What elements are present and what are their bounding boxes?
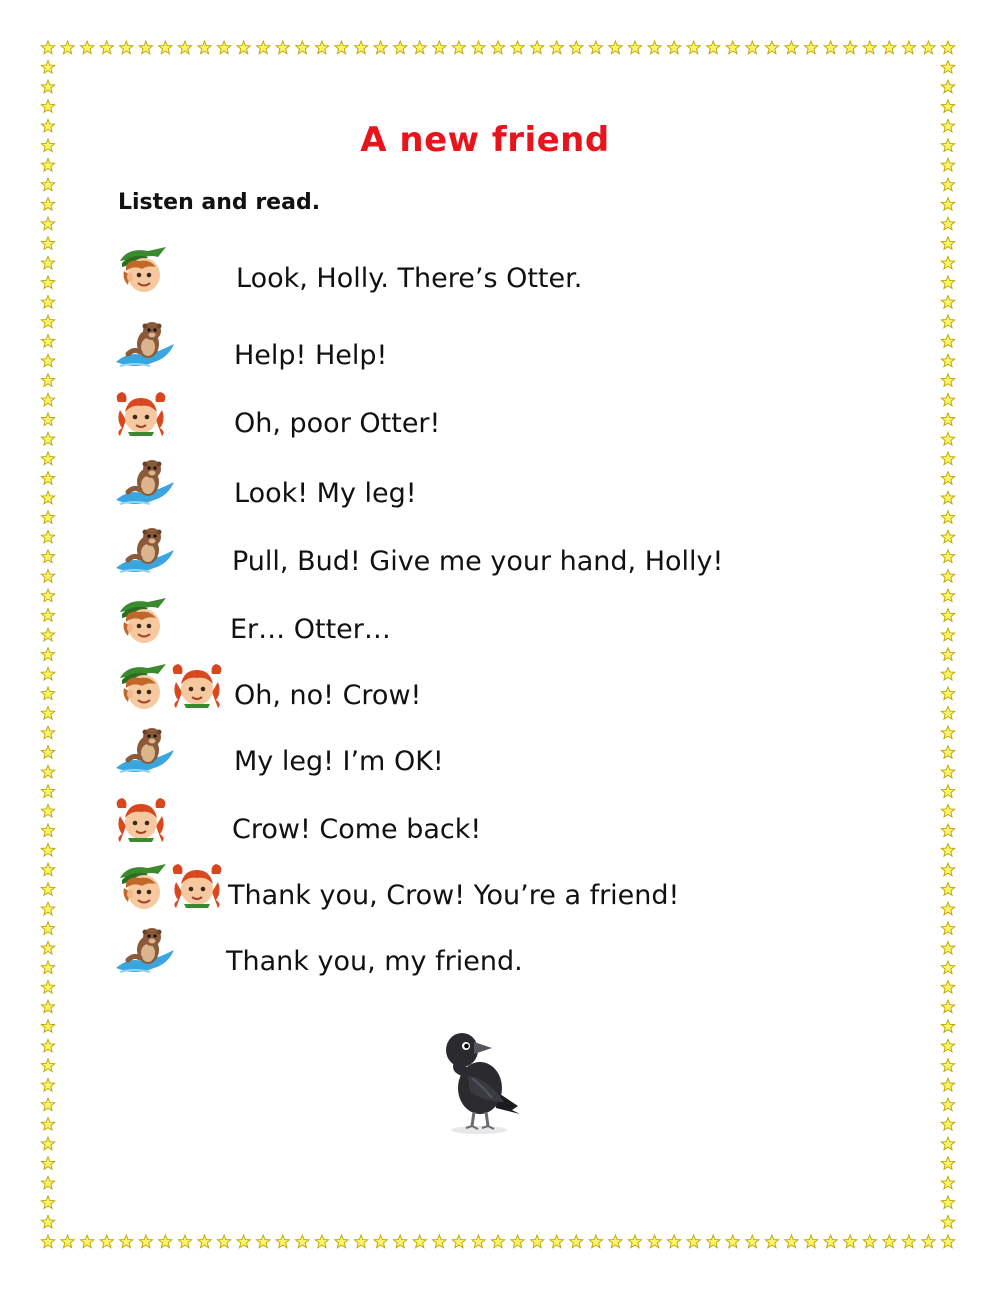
star-icon xyxy=(883,1235,896,1248)
otter-avatar-icon xyxy=(114,322,176,370)
dialogue-line xyxy=(0,460,1000,520)
star-icon xyxy=(433,41,446,54)
dialogue-line xyxy=(0,528,1000,588)
star-icon xyxy=(765,41,778,54)
star-icon xyxy=(804,1235,817,1248)
star-icon xyxy=(863,1235,876,1248)
star-icon xyxy=(941,1196,954,1209)
star-icon xyxy=(707,1235,720,1248)
star-icon xyxy=(687,1235,700,1248)
dialogue-text: Thank you, my friend. xyxy=(226,946,523,977)
star-icon xyxy=(41,158,54,171)
star-icon xyxy=(41,1215,54,1228)
star-icon xyxy=(81,1235,94,1248)
star-icon xyxy=(941,1118,954,1131)
otter-avatar-icon xyxy=(114,928,176,976)
star-icon xyxy=(941,61,954,74)
speaker-icons xyxy=(114,796,168,856)
star-icon xyxy=(61,41,74,54)
star-icon xyxy=(100,41,113,54)
star-icon xyxy=(472,41,485,54)
star-icon xyxy=(824,1235,837,1248)
star-icon xyxy=(296,41,309,54)
dialogue-text: Pull, Bud! Give me your hand, Holly! xyxy=(232,546,724,577)
star-icon xyxy=(941,178,954,191)
star-icon xyxy=(41,178,54,191)
bud-avatar-icon xyxy=(114,862,168,914)
star-icon xyxy=(941,1235,954,1248)
dialogue-text: Crow! Come back! xyxy=(232,814,482,845)
star-icon xyxy=(237,41,250,54)
star-icon xyxy=(335,41,348,54)
star-icon xyxy=(41,1176,54,1189)
star-icon xyxy=(394,41,407,54)
star-icon xyxy=(41,1020,54,1033)
star-icon xyxy=(217,1235,230,1248)
star-icon xyxy=(41,1059,54,1072)
dialogue-line xyxy=(0,928,1000,988)
star-icon xyxy=(667,41,680,54)
otter-avatar-icon xyxy=(114,728,176,776)
star-icon xyxy=(844,1235,857,1248)
star-icon xyxy=(648,41,661,54)
speaker-icons xyxy=(114,728,176,788)
star-icon xyxy=(707,41,720,54)
dialogue-line xyxy=(0,796,1000,856)
star-icon xyxy=(41,217,54,230)
star-icon xyxy=(550,1235,563,1248)
star-icon xyxy=(746,41,759,54)
star-icon xyxy=(335,1235,348,1248)
star-icon xyxy=(257,1235,270,1248)
dialogue-text: Look, Holly. There’s Otter. xyxy=(236,263,583,294)
holly-avatar-icon xyxy=(114,796,168,842)
holly-avatar-icon xyxy=(170,862,224,908)
star-icon xyxy=(863,41,876,54)
speaker-icons xyxy=(114,662,224,722)
star-icon xyxy=(941,1000,954,1013)
star-icon xyxy=(139,1235,152,1248)
star-icon xyxy=(41,1235,54,1248)
star-icon xyxy=(491,1235,504,1248)
bud-avatar-icon xyxy=(114,245,168,297)
star-icon xyxy=(81,41,94,54)
star-icon xyxy=(941,1157,954,1170)
dialogue-line xyxy=(0,322,1000,382)
star-icon xyxy=(922,1235,935,1248)
star-icon xyxy=(296,1235,309,1248)
star-icon xyxy=(41,1118,54,1131)
star-icon xyxy=(941,1098,954,1111)
star-icon xyxy=(139,41,152,54)
star-icon xyxy=(511,41,524,54)
star-icon xyxy=(41,1196,54,1209)
star-icon xyxy=(354,41,367,54)
dialogue-text: My leg! I’m OK! xyxy=(234,746,444,777)
speaker-icons xyxy=(114,390,168,450)
star-icon xyxy=(198,1235,211,1248)
star-icon xyxy=(159,1235,172,1248)
star-icon xyxy=(726,41,739,54)
star-icon xyxy=(41,198,54,211)
dialogue-text: Oh, no! Crow! xyxy=(234,680,422,711)
star-icon xyxy=(570,1235,583,1248)
speaker-icons xyxy=(114,460,176,520)
star-icon xyxy=(178,41,191,54)
star-icon xyxy=(178,1235,191,1248)
star-icon xyxy=(589,1235,602,1248)
star-icon xyxy=(394,1235,407,1248)
star-icon xyxy=(941,1039,954,1052)
star-icon xyxy=(550,41,563,54)
star-icon xyxy=(941,1059,954,1072)
star-icon xyxy=(41,1157,54,1170)
dialogue-text: Oh, poor Otter! xyxy=(234,408,441,439)
dialogue-line xyxy=(0,390,1000,450)
star-icon xyxy=(61,1235,74,1248)
star-icon xyxy=(765,1235,778,1248)
dialogue-line xyxy=(0,662,1000,722)
star-icon xyxy=(315,1235,328,1248)
star-icon xyxy=(609,41,622,54)
star-icon xyxy=(41,61,54,74)
bud-avatar-icon xyxy=(114,596,168,648)
star-icon xyxy=(785,41,798,54)
star-icon xyxy=(120,1235,133,1248)
star-icon xyxy=(589,41,602,54)
star-icon xyxy=(628,1235,641,1248)
dialogue-line xyxy=(0,862,1000,922)
star-icon xyxy=(452,1235,465,1248)
star-icon xyxy=(41,100,54,113)
star-icon xyxy=(41,1000,54,1013)
star-icon xyxy=(941,41,954,54)
star-icon xyxy=(941,80,954,93)
dialogue-line xyxy=(0,245,1000,305)
star-icon xyxy=(374,41,387,54)
dialogue-line xyxy=(0,728,1000,788)
otter-avatar-icon xyxy=(114,460,176,508)
speaker-icons xyxy=(114,862,224,922)
star-icon xyxy=(511,1235,524,1248)
star-icon xyxy=(941,1215,954,1228)
speaker-icons xyxy=(114,528,176,588)
dialogue-text: Help! Help! xyxy=(234,340,388,371)
star-icon xyxy=(198,41,211,54)
speaker-icons xyxy=(114,245,168,305)
star-icon xyxy=(433,1235,446,1248)
star-icon xyxy=(746,1235,759,1248)
star-icon xyxy=(902,1235,915,1248)
instruction-text: Listen and read. xyxy=(118,190,321,215)
star-icon xyxy=(570,41,583,54)
star-icon xyxy=(941,158,954,171)
page-title: A new friend xyxy=(360,120,610,160)
holly-avatar-icon xyxy=(170,662,224,708)
star-icon xyxy=(824,41,837,54)
star-icon xyxy=(217,41,230,54)
star-icon xyxy=(276,1235,289,1248)
star-icon xyxy=(941,217,954,230)
star-icon xyxy=(667,1235,680,1248)
crow-icon xyxy=(432,1018,526,1136)
star-icon xyxy=(785,1235,798,1248)
star-icon xyxy=(374,1235,387,1248)
dialogue-text: Look! My leg! xyxy=(234,478,417,509)
star-icon xyxy=(941,1078,954,1091)
star-icon xyxy=(687,41,700,54)
star-icon xyxy=(531,1235,544,1248)
star-icon xyxy=(648,1235,661,1248)
star-icon xyxy=(941,100,954,113)
star-icon xyxy=(628,41,641,54)
speaker-icons xyxy=(114,928,176,988)
dialogue-text: Thank you, Crow! You’re a friend! xyxy=(228,880,680,911)
dialogue-line xyxy=(0,596,1000,656)
star-icon xyxy=(100,1235,113,1248)
star-icon xyxy=(41,80,54,93)
speaker-icons xyxy=(114,596,168,656)
star-icon xyxy=(41,41,54,54)
star-icon xyxy=(276,41,289,54)
star-icon xyxy=(237,1235,250,1248)
star-icon xyxy=(922,41,935,54)
holly-avatar-icon xyxy=(114,390,168,436)
star-icon xyxy=(41,1137,54,1150)
star-icon xyxy=(41,1098,54,1111)
dialogue-text: Er… Otter… xyxy=(230,614,391,645)
star-icon xyxy=(413,1235,426,1248)
star-icon xyxy=(883,41,896,54)
star-icon xyxy=(804,41,817,54)
star-icon xyxy=(844,41,857,54)
star-icon xyxy=(120,41,133,54)
star-icon xyxy=(159,41,172,54)
star-icon xyxy=(902,41,915,54)
star-icon xyxy=(941,1137,954,1150)
star-icon xyxy=(609,1235,622,1248)
otter-avatar-icon xyxy=(114,528,176,576)
star-icon xyxy=(941,198,954,211)
star-icon xyxy=(413,41,426,54)
speaker-icons xyxy=(114,322,176,382)
star-icon xyxy=(531,41,544,54)
star-icon xyxy=(257,41,270,54)
star-icon xyxy=(491,41,504,54)
bud-avatar-icon xyxy=(114,662,168,714)
star-icon xyxy=(941,1020,954,1033)
star-icon xyxy=(726,1235,739,1248)
star-icon xyxy=(41,1078,54,1091)
star-icon xyxy=(315,41,328,54)
star-icon xyxy=(941,1176,954,1189)
star-icon xyxy=(354,1235,367,1248)
star-icon xyxy=(41,1039,54,1052)
star-icon xyxy=(452,41,465,54)
star-icon xyxy=(472,1235,485,1248)
